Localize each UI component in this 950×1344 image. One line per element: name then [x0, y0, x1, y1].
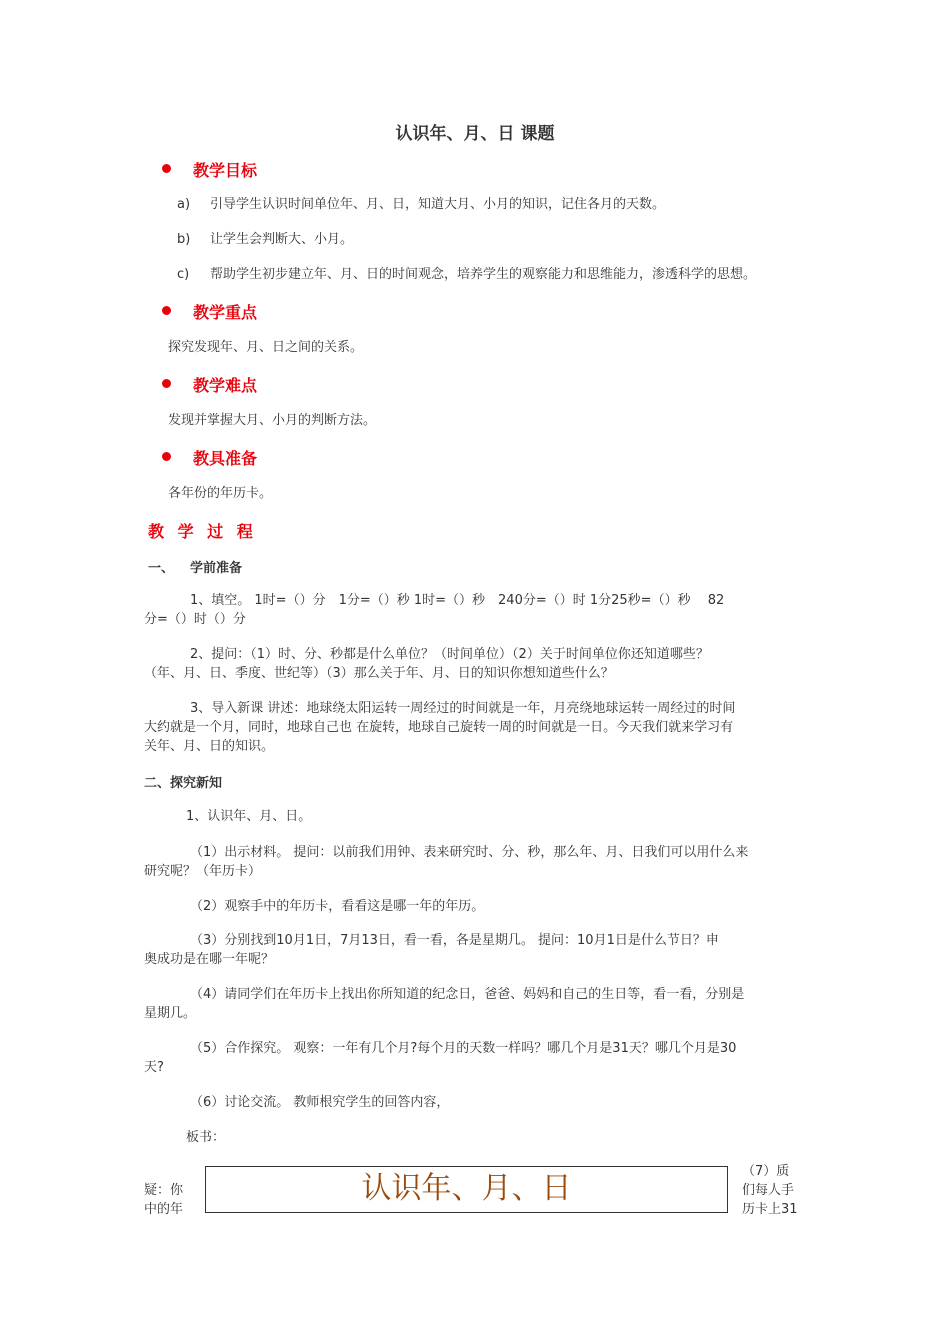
- step1-3-line1: （3）分别找到10月1日，7月13日，看一看，各是星期几。 提问：10月1日是什么节日？申: [190, 933, 719, 948]
- left-fragment-line2: 中的年: [144, 1202, 184, 1217]
- step1-2: （2）观察手中的年历卡，看看这是哪一年的年历。: [190, 899, 485, 914]
- step1-3-line2: 奥成功是在哪一年呢？: [144, 952, 275, 967]
- part1-number: 一、: [148, 561, 175, 576]
- key-points-text: 探究发现年、月、日之间的关系。: [168, 340, 364, 355]
- intro-line1: 3、导入新课 讲述：地球绕太阳运转一周经过的时间就是一年，月亮绕地球运转一周经过的时间: [190, 701, 736, 716]
- goal-item-b: 让学生会判断大、小月。: [210, 232, 354, 247]
- page-title: 认识年、月、日 课题: [395, 124, 555, 144]
- step1-heading: 1、认识年、月、日。: [186, 809, 312, 824]
- materials-text: 各年份的年历卡。: [168, 486, 273, 501]
- step1-4-line2: 星期几。: [144, 1006, 197, 1021]
- part1-title: 学前准备: [190, 561, 243, 576]
- goals-heading: 教学目标: [193, 161, 258, 180]
- goal-marker-c: c): [177, 267, 190, 282]
- questions-line2: （年、月、日、季度、世纪等）（3）那么关于年、月、日的知识你想知道些什么？: [144, 666, 614, 681]
- part2-title: 二、探究新知: [144, 776, 223, 791]
- step1-6: （6）讨论交流。 教师根究学生的回答内容，: [190, 1095, 450, 1110]
- difficulties-heading: 教学难点: [193, 376, 258, 395]
- goal-item-a: 引导学生认识时间单位年、月、日，知道大月、小月的知识，记住各月的天数。: [210, 197, 666, 212]
- blackboard-box: [205, 1166, 728, 1213]
- fill-blank-line1: 1、填空。 1时=（）分 1分=（）秒 1时=（）秒 240分=（）时 1分25秒=（）秒 82: [190, 593, 725, 608]
- step1-5-line2: 天?: [144, 1060, 164, 1075]
- bullet-icon: [162, 379, 171, 388]
- difficulties-text: 发现并掌握大月、小月的判断方法。: [168, 413, 377, 428]
- step1-1-line1: （1）出示材料。 提问：以前我们用钟、表来研究时、分、秒，那么年、月、日我们可以用什么来: [190, 845, 749, 860]
- bullet-icon: [162, 452, 171, 461]
- step1-1-line2: 研究呢？（年历卡）: [144, 864, 262, 879]
- questions-line1: 2、提问：（1）时、分、秒都是什么单位？（时间单位）（2）关于时间单位你还知道哪些？: [190, 647, 709, 662]
- right-fragment-line1: （7）质: [742, 1164, 790, 1179]
- goal-marker-a: a): [177, 197, 191, 212]
- intro-line3: 关年、月、日的知识。: [144, 739, 275, 754]
- right-fragment-line3: 历卡上31: [742, 1202, 798, 1217]
- fill-blank-line2: 分=（）时（）分: [144, 612, 246, 627]
- key-points-heading: 教学重点: [193, 303, 258, 322]
- board-title: 认识年、月、日: [361, 1171, 572, 1206]
- bullet-icon: [162, 164, 171, 173]
- goal-marker-b: b): [177, 232, 191, 247]
- step1-5-line1: （5）合作探究。 观察：一年有几个月?每个月的天数一样吗？哪几个月是31天？哪几个月是30: [190, 1041, 737, 1056]
- left-fragment-line1: 疑：你: [144, 1183, 184, 1198]
- process-heading: 教 学 过 程: [148, 522, 257, 541]
- intro-line2: 大约就是一个月，同时，地球自己也 在旋转，地球自己旋转一周的时间就是一日。今天我们就来学习有: [144, 720, 734, 735]
- right-fragment-line2: 们每人手: [742, 1183, 795, 1198]
- step1-4-line1: （4）请同学们在年历卡上找出你所知道的纪念日，爸爸、妈妈和自己的生日等，看一看，分别是: [190, 987, 745, 1002]
- goal-item-c: 帮助学生初步建立年、月、日的时间观念，培养学生的观察能力和思维能力，渗透科学的思想。: [210, 267, 757, 282]
- board-label: 板书：: [186, 1130, 226, 1145]
- materials-heading: 教具准备: [193, 449, 258, 468]
- bullet-icon: [162, 306, 171, 315]
